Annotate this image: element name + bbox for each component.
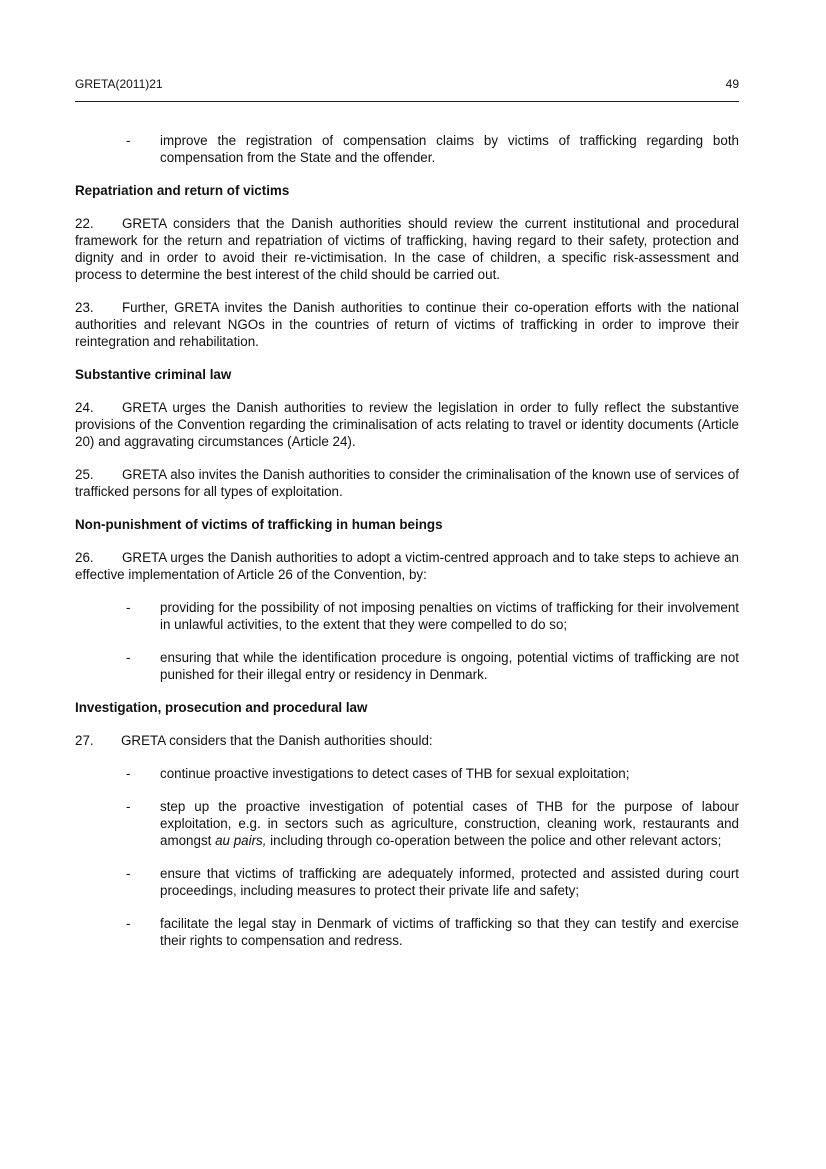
section-heading-repatriation: Repatriation and return of victims — [75, 183, 290, 198]
bullet-text: ensure that victims of trafficking are adequately informed, protected and assisted during court proceedings, including measures to protect their private life and safety; — [160, 866, 739, 898]
paragraph-number: 22. — [75, 216, 94, 231]
list-item — [75, 915, 739, 949]
bullet-dash: - — [126, 799, 131, 814]
paragraph-24 — [75, 399, 739, 450]
section-heading-criminal-law: Substantive criminal law — [75, 367, 232, 382]
paragraph-number: 23. — [75, 300, 94, 315]
section-heading-investigation: Investigation, prosecution and procedural law — [75, 700, 368, 715]
paragraph-text: GRETA considers that the Danish authorities should: — [121, 733, 433, 748]
bullet-dash: - — [126, 866, 131, 881]
paragraph-text: GRETA urges the Danish authorities to adopt a victim-centred approach and to take steps to achieve an effective implementation of Article 26 of the Convention, by: — [75, 550, 739, 582]
bullet-text: improve the registration of compensation claims by victims of trafficking regarding both compensation from the State and the offender. — [160, 133, 739, 165]
paragraph-27 — [75, 732, 739, 749]
page-header — [75, 76, 739, 92]
bullet-list-investigation — [75, 765, 739, 949]
paragraph-text: Further, GRETA invites the Danish authorities to continue their co-operation efforts with the national authorities and relevant NGOs in the countries of return of victims of trafficking in order to improve their reintegration and rehabilitation. — [75, 300, 739, 349]
paragraph-number: 24. — [75, 400, 94, 415]
paragraph-text: GRETA also invites the Danish authorities to consider the criminalisation of the known use of services of trafficked persons for all types of exploitation. — [75, 467, 739, 499]
page-number: 49 — [725, 77, 739, 91]
page-body — [75, 132, 739, 965]
paragraph-number: 25. — [75, 467, 94, 482]
bullet-text: ensuring that while the identification procedure is ongoing, potential victims of trafficking are not punished for their illegal entry or residency in Denmark. — [160, 650, 739, 682]
list-item — [75, 649, 739, 683]
bullet-text: continue proactive investigations to detect cases of THB for sexual exploitation; — [160, 766, 630, 781]
paragraph-22 — [75, 215, 739, 283]
paragraph-text: GRETA urges the Danish authorities to review the legislation in order to fully reflect the substantive provisions of the Convention regarding the criminalisation of acts relating to travel or identity documents (Article 20) and aggravating circumstances (Article 24). — [75, 400, 739, 449]
paragraph-25 — [75, 466, 739, 500]
list-item — [75, 798, 739, 849]
bullet-list-top — [75, 132, 739, 166]
list-item — [75, 599, 739, 633]
bullet-text-part: including through co-operation between the police and other relevant actors; — [266, 833, 722, 848]
list-item — [75, 765, 739, 782]
bullet-dash: - — [126, 600, 131, 615]
bullet-dash: - — [126, 650, 131, 665]
list-item — [75, 132, 739, 166]
bullet-text: providing for the possibility of not imposing penalties on victims of trafficking for their involvement in unlawful activities, to the extent that they were compelled to do so; — [160, 600, 739, 632]
paragraph-number: 27. — [75, 733, 94, 748]
bullet-dash: - — [126, 916, 131, 931]
paragraph-text: GRETA considers that the Danish authorities should review the current institutional and procedural framework for the return and repatriation of victims of trafficking, having regard to their safety, protection and dignity and in order to avoid their re-victimisation. In the case of children, a specific risk-assessment and process to determine the best interest of the child should be carried out. — [75, 216, 739, 282]
bullet-list-non-punishment — [75, 599, 739, 683]
bullet-text: facilitate the legal stay in Denmark of victims of trafficking so that they can testify and exercise their rights to compensation and redress. — [160, 916, 739, 948]
bullet-text-part: step up the proactive investigation of potential cases of THB for the purpose of labour exploitation, e.g. in sectors such as agriculture, construction, cleaning work, restaurants and amongst — [160, 799, 739, 848]
paragraph-number: 26. — [75, 550, 94, 565]
bullet-dash: - — [126, 766, 131, 781]
section-heading-non-punishment: Non-punishment of victims of trafficking in human beings — [75, 517, 443, 532]
bullet-text-italic: au pairs, — [215, 833, 267, 848]
bullet-dash: - — [126, 133, 131, 148]
header-rule — [75, 101, 739, 102]
paragraph-23 — [75, 299, 739, 350]
paragraph-26 — [75, 549, 739, 583]
document-reference: GRETA(2011)21 — [75, 77, 163, 91]
list-item — [75, 865, 739, 899]
